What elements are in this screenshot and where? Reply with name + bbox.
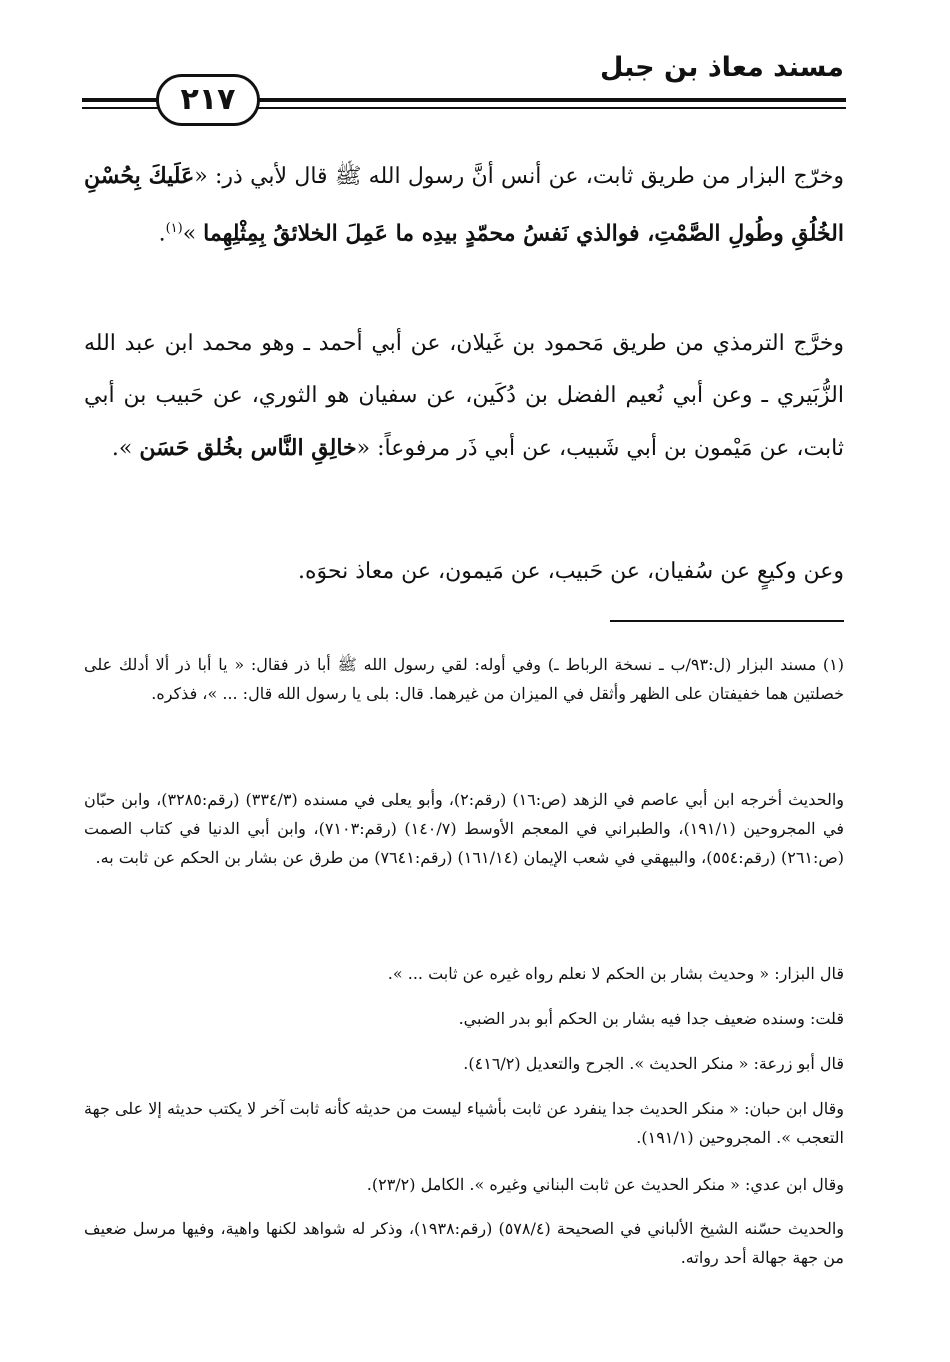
quote-close-1: » — [182, 221, 197, 247]
paragraph-1-intro: وخرّج البزار من طريق ثابت، عن أنس أنَّ رسول الله ﷺ قال لأبي ذر: « — [194, 164, 845, 189]
quote-close-2: ». — [111, 436, 133, 461]
footnote-paragraph: والحديث حسّنه الشيخ الألباني في الصحيحة (٥٧٨/٤) (رقم:١٩٣٨)، وذكر له شواهد لكنها واهية، وفيها مرسل ضعيف من جهة جهالة أحد رواته. — [84, 1219, 844, 1267]
footnote-paragraph: قال البزار: « وحديث بشار بن الحكم لا نعلم رواه غيره عن ثابت ... ». — [387, 964, 844, 983]
paragraph-3: وعن وكيعٍ عن سُفيان، عن حَبيب، عن مَيمون، عن معاذ نحوَه. — [298, 559, 844, 584]
footnote-paragraph: قلت: وسنده ضعيف جدا فيه بشار بن الحكم أبو بدر الضبي. — [458, 1009, 844, 1028]
footnote-paragraph: وقال ابن عدي: « منكر الحديث عن ثابت البناني وغيره ». الكامل (٢٣/٢). — [366, 1175, 844, 1194]
footnote-1: (١) مسند البزار (ل:٩٣/ب ـ نسخة الرباط ـ) وفي أوله: لقي رسول الله ﷺ أبا ذر فقال: « يا أبا ذر ألا أدلك على خصلتين هما خفيفتان على الظهر وأثقل في الميزان من غيرهما. قال: بلى يا رسول الله قال: ... »، فذكره. — [84, 655, 845, 703]
footnote-paragraph: قال أبو زرعة: « منكر الحديث ». الجرح والتعديل (٤١٦/٢). — [463, 1054, 844, 1073]
running-header-title: مسند معاذ بن جبل — [600, 52, 844, 83]
footnote-separator — [610, 620, 844, 622]
page-number: ٢١٧ — [156, 74, 260, 126]
paragraph-1-end: . — [158, 221, 166, 247]
hadith-text-1: عَلَيكَ بِحُسْنِ الخُلُقِ وطُولِ الصَّمْتِ، فوالذي نَفسُ محمّدٍ بيدِه ما عَمِلَ الخلائقُ بِمِثْلِهِما — [84, 163, 844, 247]
paragraph-2-intro: وخرَّج الترمذي من طريق مَحمود بن غَيلان، عن أبي أحمد ـ وهو محمد ابن عبد الله الزُّبَيري ـ وعن أبي نُعيم الفضل بن دُكَين، عن سفيان هو الثوري، عن حَبيب بن أبي ثابت، عن مَيْمون بن أبي شَبيب، عن أبي ذَر مرفوعاً: « — [84, 331, 844, 461]
paragraph-2 — [84, 318, 844, 475]
paragraph-1 — [84, 150, 844, 260]
footnote-paragraph: والحديث أخرجه ابن أبي عاصم في الزهد (ص:١٦) (رقم:٢)، وأبو يعلى في مسنده (٣٣٤/٣) (رقم:٣٢٨٥)، وابن حبّان في المجروحين (١٩١/١)، والطبراني في المعجم الأوسط (١٤٠/٧) (رقم:٧١٠٣)، وابن أبي الدنيا في كتاب الصمت (ص:٢٦١) (رقم:٥٥٤)، والبيهقي في شعب الإيمان (١٦١/١٤) (رقم:٧٦٤١) من طرق عن بشار بن الحكم عن ثابت به. — [84, 790, 845, 867]
hadith-text-2: خالِقِ النَّاس بخُلق حَسَن — [139, 435, 357, 461]
footnote-paragraph: وقال ابن حبان: « منكر الحديث جدا ينفرد عن ثابت بأشياء ليست من حديثه كأنه ثابت آخر لا يكتب حديثه إلا على جهة التعجب ». المجروحين (١٩١/١). — [84, 1099, 844, 1147]
footnote-ref-1[interactable]: (١) — [165, 221, 183, 236]
